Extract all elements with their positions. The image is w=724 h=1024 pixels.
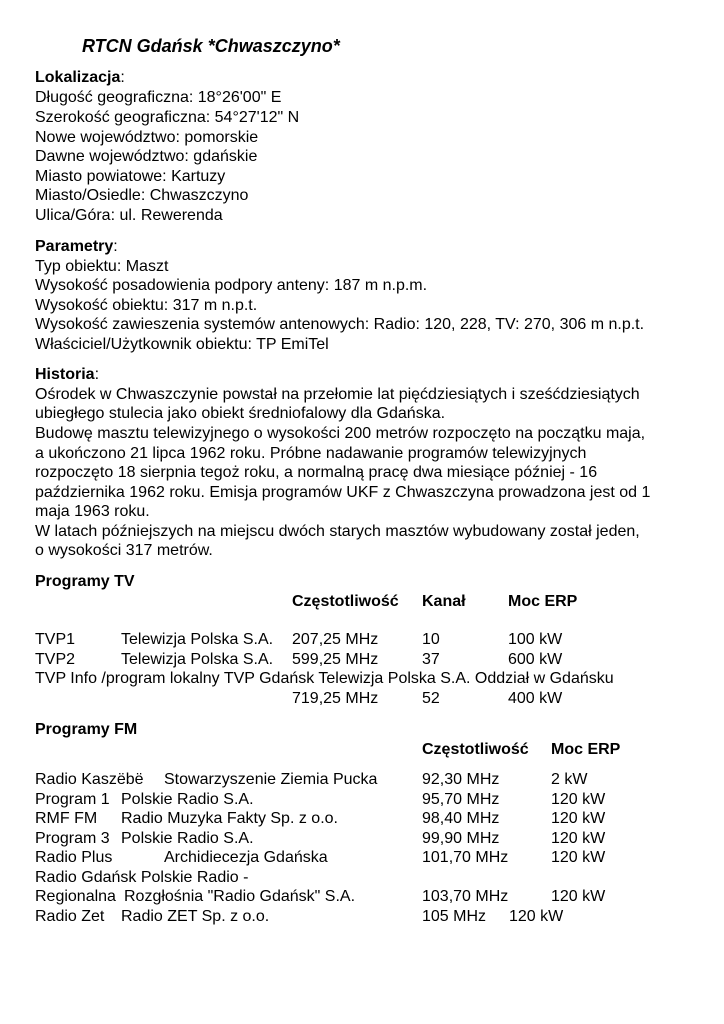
lokalizacja-heading-line: Lokalizacja: xyxy=(35,69,125,86)
fm-row-name: RMF FM xyxy=(35,810,98,827)
tv-info-line: TVP Info /program lokalny TVP Gdańsk Telewizja Polska S.A. Oddział w Gdańsku xyxy=(35,670,614,687)
fm-row-owner: Radio Muzyka Fakty Sp. z o.o. xyxy=(121,810,338,827)
fm-gdansk-line: Radio Gdańsk Polskie Radio - xyxy=(35,869,249,886)
fm-row-frequency: 99,90 MHz xyxy=(422,830,500,847)
tv-col-power: Moc ERP xyxy=(508,593,578,610)
tv-heading: Programy TV xyxy=(35,573,135,590)
tv-row-owner: Telewizja Polska S.A. xyxy=(121,631,274,648)
historia-line: rozpoczęto 18 sierpnia tegoż roku, a normalną pracę dwa miesiące później - 16 xyxy=(35,464,598,481)
fm-row-frequency: 101,70 MHz xyxy=(422,849,509,866)
tv-row-frequency: 599,25 MHz xyxy=(292,651,379,668)
fm-row-name: Regionalna xyxy=(35,888,116,905)
fm-row-name: Program 3 xyxy=(35,830,110,847)
page-title: RTCN Gdańsk *Chwaszczyno* xyxy=(82,36,340,56)
tv-row-power: 600 kW xyxy=(508,651,563,668)
fm-row-owner: Stowarzyszenie Ziemia Pucka xyxy=(164,771,378,788)
fm-row-power: 120 kW xyxy=(551,830,606,847)
fm-row-frequency: 98,40 MHz xyxy=(422,810,500,827)
fm-col-frequency: Częstotliwość xyxy=(422,741,529,758)
historia-line: o wysokości 317 metrów. xyxy=(35,542,213,559)
parametry-line: Typ obiektu: Maszt xyxy=(35,258,169,275)
fm-row-power: 120 kW xyxy=(509,908,564,925)
lokalizacja-heading: Lokalizacja xyxy=(35,69,121,86)
fm-row-name: Radio Plus xyxy=(35,849,113,866)
fm-row-power: 120 kW xyxy=(551,888,606,905)
tv-row-power: 100 kW xyxy=(508,631,563,648)
historia-line: ubiegłego stulecia jako obiekt średniofalowy dla Gdańska. xyxy=(35,405,446,422)
tv-row-name: TVP1 xyxy=(35,631,76,648)
lokalizacja-line: Nowe województwo: pomorskie xyxy=(35,129,259,146)
fm-row-frequency: 105 MHz xyxy=(422,908,487,925)
fm-row-name: Radio Zet xyxy=(35,908,105,925)
historia-line: Budowę masztu telewizyjnego o wysokości 200 metrów rozpoczęto na początku maja, xyxy=(35,425,646,442)
fm-row-frequency: 103,70 MHz xyxy=(422,888,509,905)
parametry-line: Wysokość obiektu: 317 m n.p.t. xyxy=(35,297,258,314)
historia-line: a ukończono 21 lipca 1962 roku. Próbne nadawanie programów telewizyjnych xyxy=(35,445,587,462)
parametry-line: Właściciel/Użytkownik obiektu: TP EmiTel xyxy=(35,336,329,353)
parametry-heading-line: Parametry: xyxy=(35,238,118,255)
tv-info-channel: 52 xyxy=(422,690,440,707)
tv-info-power: 400 kW xyxy=(508,690,563,707)
tv-row-name: TVP2 xyxy=(35,651,76,668)
fm-row-power: 120 kW xyxy=(551,791,606,808)
lokalizacja-line: Długość geograficzna: 18°26'00" E xyxy=(35,89,282,106)
historia-line: maja 1963 roku. xyxy=(35,503,150,520)
fm-heading: Programy FM xyxy=(35,721,138,738)
tv-info-frequency: 719,25 MHz xyxy=(292,690,379,707)
lokalizacja-line: Miasto/Osiedle: Chwaszczyno xyxy=(35,187,249,204)
fm-row-power: 120 kW xyxy=(551,810,606,827)
tv-row-frequency: 207,25 MHz xyxy=(292,631,379,648)
tv-row-owner: Telewizja Polska S.A. xyxy=(121,651,274,668)
fm-row-power: 120 kW xyxy=(551,849,606,866)
fm-col-power: Moc ERP xyxy=(551,741,621,758)
fm-row-frequency: 92,30 MHz xyxy=(422,771,500,788)
tv-col-frequency: Częstotliwość xyxy=(292,593,399,610)
lokalizacja-line: Dawne województwo: gdańskie xyxy=(35,148,258,165)
historia-line: Ośrodek w Chwaszczynie powstał na przełomie lat pięćdziesiątych i sześćdziesiątych xyxy=(35,386,640,403)
historia-line: W latach późniejszych na miejscu dwóch starych masztów wybudowany został jeden, xyxy=(35,523,640,540)
parametry-line: Wysokość posadowienia podpory anteny: 187 m n.p.m. xyxy=(35,277,428,294)
historia-heading: Historia xyxy=(35,366,95,383)
tv-row-channel: 37 xyxy=(422,651,440,668)
fm-row-power: 2 kW xyxy=(551,771,588,788)
historia-heading-line: Historia: xyxy=(35,366,100,383)
parametry-heading: Parametry xyxy=(35,238,114,255)
fm-row-name: Radio Kaszëbë xyxy=(35,771,144,788)
fm-row-name: Program 1 xyxy=(35,791,110,808)
parametry-line: Wysokość zawieszenia systemów antenowych: Radio: 120, 228, TV: 270, 306 m n.p.t. xyxy=(35,316,645,333)
historia-line: października 1962 roku. Emisja programów UKF z Chwaszczyna prowadzona jest od 1 xyxy=(35,484,651,501)
lokalizacja-line: Ulica/Góra: ul. Rewerenda xyxy=(35,207,223,224)
fm-row-owner: Polskie Radio S.A. xyxy=(121,791,254,808)
fm-row-owner: Polskie Radio S.A. xyxy=(121,830,254,847)
fm-row-owner: Archidiecezja Gdańska xyxy=(164,849,328,866)
lokalizacja-line: Szerokość geograficzna: 54°27'12" N xyxy=(35,109,300,126)
tv-row-channel: 10 xyxy=(422,631,440,648)
tv-col-channel: Kanał xyxy=(422,593,466,610)
fm-row-owner: Rozgłośnia "Radio Gdańsk" S.A. xyxy=(124,888,356,905)
fm-row-frequency: 95,70 MHz xyxy=(422,791,500,808)
fm-row-owner: Radio ZET Sp. z o.o. xyxy=(121,908,270,925)
lokalizacja-line: Miasto powiatowe: Kartuzy xyxy=(35,168,226,185)
